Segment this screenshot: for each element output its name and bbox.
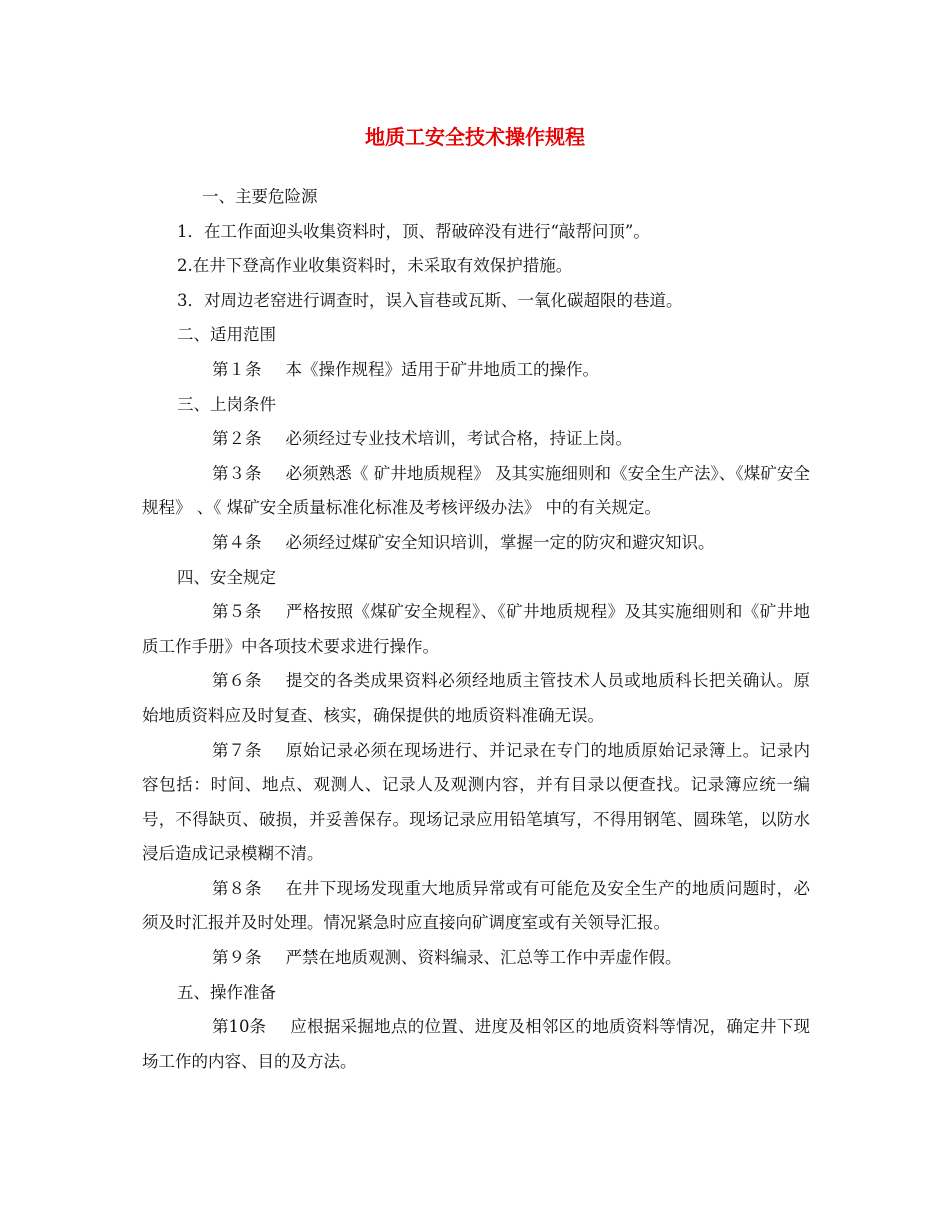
article-paragraph [142, 664, 810, 733]
paragraph-text: 五、操作准备 [177, 982, 276, 1002]
article-number: 第７条 [212, 740, 262, 760]
paragraph-text: 严禁在地质观测、资料编录、汇总等工作中弄虚作假。 [285, 948, 682, 968]
paragraph-text: 在井下现场发现重大地质异常或有可能危及安全生产的地质问题时，必须及时汇报并及时处理。情况紧急时应直接向矿调度室或有关领导汇报。 [142, 878, 810, 933]
article-number: 第10条 [212, 1017, 266, 1037]
article-number: 第４条 [212, 532, 262, 552]
hazard-item [142, 249, 810, 284]
document-title: 地质工安全技术操作规程 [365, 125, 585, 149]
article-number: 第２条 [212, 429, 262, 449]
paragraph-text: 严格按照《煤矿安全规程》、《矿井地质规程》及其实施细则和《矿井地质工作手册》中各项技术要求进行操作。 [142, 602, 810, 656]
paragraph-text: 三、上岗条件 [177, 394, 276, 414]
section-heading-qualification [142, 388, 810, 423]
section-heading-safety [142, 561, 810, 596]
article-paragraph [142, 941, 810, 976]
article-paragraph [142, 1010, 810, 1079]
paragraph-text: 四、安全规定 [177, 567, 276, 587]
section-heading-scope [142, 318, 810, 353]
article-number: 第１条 [212, 359, 262, 379]
paragraph-text: 一、主要危险源 [202, 187, 318, 206]
paragraph-text: 必须经过煤矿安全知识培训，掌握一定的防灾和避灾知识。 [285, 532, 715, 552]
hazard-item [142, 215, 810, 250]
article-paragraph [142, 422, 810, 457]
article-paragraph [142, 457, 810, 526]
section-heading-preparation [142, 976, 810, 1011]
paragraph-text: 提交的各类成果资料必须经地质主管技术人员或地质科长把关确认。原始地质资料应及时复查、核实，确保提供的地质资料准确无误。 [142, 671, 810, 725]
section-heading-hazards [142, 180, 810, 215]
paragraph-text: 本《操作规程》适用于矿井地质工的操作。 [285, 359, 599, 379]
article-number: 第５条 [212, 602, 262, 622]
hazard-item [142, 284, 810, 319]
paragraph-text: 2.在井下登高作业收集资料时，未采取有效保护措施。 [177, 256, 573, 276]
paragraph-text: 1．在工作面迎头收集资料时，顶、帮破碎没有进行“敲帮问顶”。 [177, 221, 650, 241]
document-body [142, 180, 810, 1079]
paragraph-text: 原始记录必须在现场进行、并记录在专门的地质原始记录簿上。记录内容包括：时间、地点、观测人、记录人及观测内容，并有目录以便查找。记录簿应统一编号，不得缺页、破损，并妥善保存。现场记录应用铅笔填写，不得用钢笔、圆珠笔，以防水浸后造成记录模糊不清。 [142, 740, 810, 864]
article-paragraph [142, 734, 810, 872]
article-paragraph [142, 526, 810, 561]
article-number: 第３条 [212, 463, 262, 483]
article-number: 第８条 [212, 878, 262, 898]
paragraph-text: 3．对周边老窑进行调查时，误入盲巷或瓦斯、一氧化碳超限的巷道。 [177, 290, 683, 310]
article-paragraph [142, 872, 810, 941]
paragraph-text: 应根据采掘地点的位置、进度及相邻区的地质资料等情况，确定井下现场工作的内容、目的及方法。 [142, 1017, 810, 1071]
paragraph-text: 二、适用范围 [177, 325, 276, 345]
article-number: 第６条 [212, 671, 262, 691]
article-paragraph [142, 595, 810, 664]
article-number: 第９条 [212, 948, 262, 968]
paragraph-text: 必须熟悉《 矿井地质规程》 及其实施细则和《安全生产法》、《煤矿安全规程》 、《 煤矿安全质量标准化标准及考核评级办法》 中的有关规定。 [142, 463, 810, 518]
article-paragraph [142, 353, 810, 388]
paragraph-text: 必须经过专业技术培训，考试合格，持证上岗。 [285, 429, 632, 449]
